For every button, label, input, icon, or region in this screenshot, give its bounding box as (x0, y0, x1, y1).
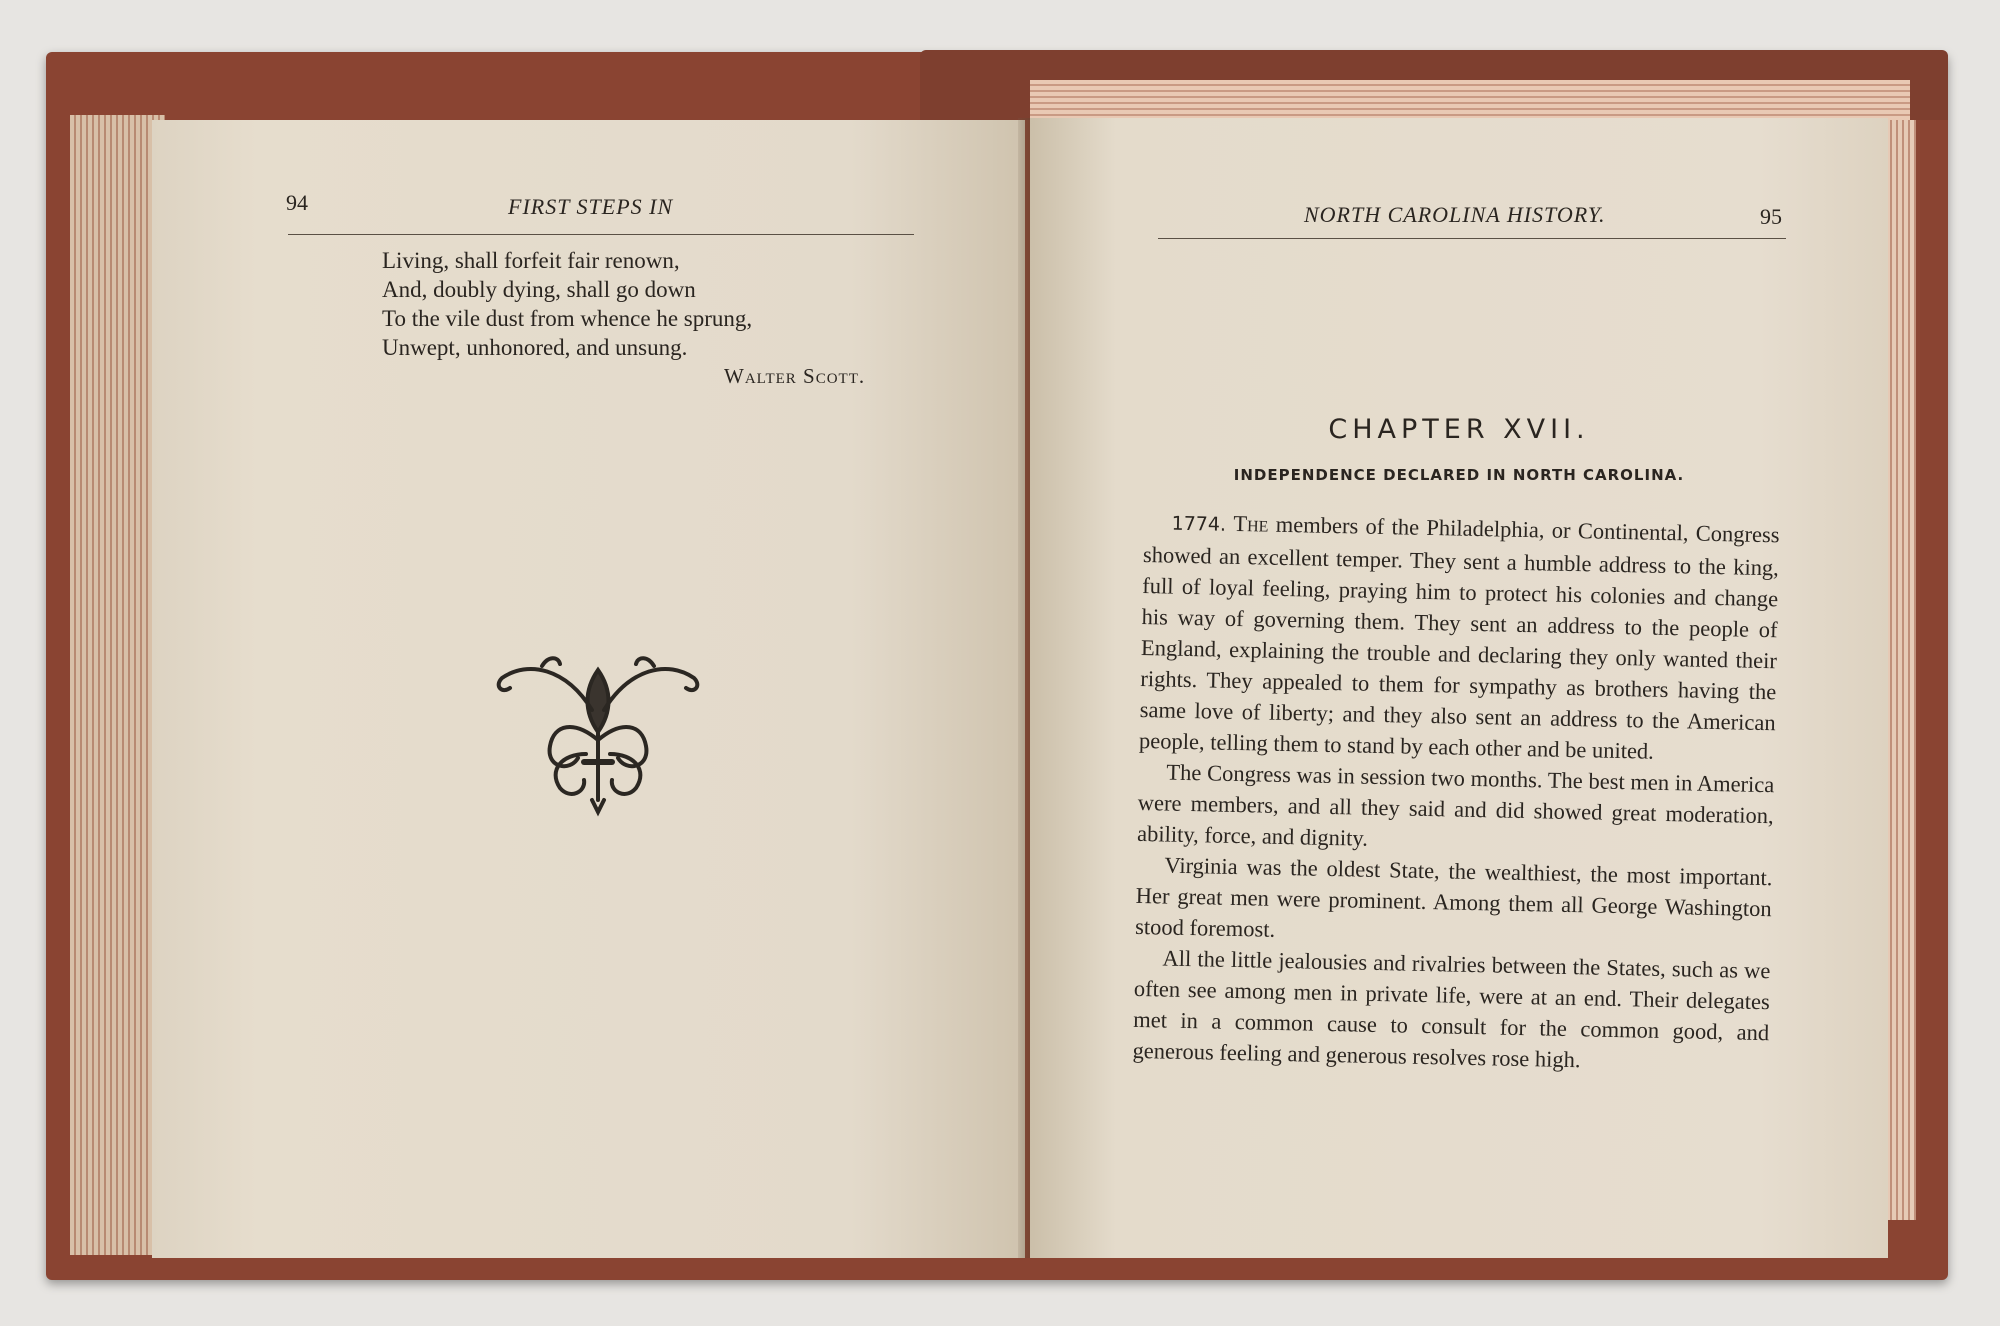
poem-stanza (382, 246, 752, 362)
running-head-right: NORTH CAROLINA HISTORY. (1304, 202, 1606, 227)
chapter-body (1132, 506, 1780, 1079)
header-rule-left (288, 234, 914, 235)
right-page-stack-top (1030, 80, 1910, 122)
year-marker: 1774. (1171, 512, 1227, 536)
poem-line: To the vile dust from whence he sprung, (382, 306, 753, 331)
left-page-stack (70, 115, 165, 1255)
paragraph: Virginia was the oldest State, the wealthiest, the most important. Her great men were prominent. Among them all George Washington stood foremost. (1134, 852, 1773, 942)
poem-attribution: Walter Scott. (724, 364, 866, 388)
chapter-subtitle: INDEPENDENCE DECLARED IN NORTH CAROLINA. (1233, 466, 1685, 484)
poem-line: Unwept, unhonored, and unsung. (382, 335, 688, 360)
paragraph: All the little jealousies and rivalries between the States, such as we often see among men in private life, were at an end. Their delegates met in a common cause to consult for the common good, and generous feeling and generous resolves rose high. (1132, 945, 1771, 1073)
page-number-right: 95 (1760, 204, 1782, 229)
poem-line: Living, shall forfeit fair renown, (382, 248, 680, 273)
header-rule-right (1158, 238, 1786, 239)
poem-line: And, doubly dying, shall go down (382, 277, 696, 302)
page-number-left: 94 (286, 190, 308, 215)
paragraph (1139, 506, 1780, 769)
running-head-left: FIRST STEPS IN (508, 194, 674, 219)
fleur-de-lis-ornament-icon (488, 650, 708, 820)
chapter-title: CHAPTER XVII. (1328, 414, 1590, 445)
paragraph-lead-word: The (1233, 510, 1269, 537)
paragraph-text: members of the Philadelphia, or Continental, Congress showed an excellent temper. They sent a humble address to the king, full of loyal feeling, praying him to protect his colonies and change his way of governing them. They sent an address to the people of England, explaining the trouble and declaring they only wanted their rights. They appealed to them for sympathy as brothers having the same love of liberty; and they also sent an address to the American people, telling them to stand by each other and be united. (1138, 511, 1780, 764)
paragraph: The Congress was in session two months. The best men in America were members, and all they said and did showed great moderation, ability, force, and dignity. (1136, 759, 1775, 851)
